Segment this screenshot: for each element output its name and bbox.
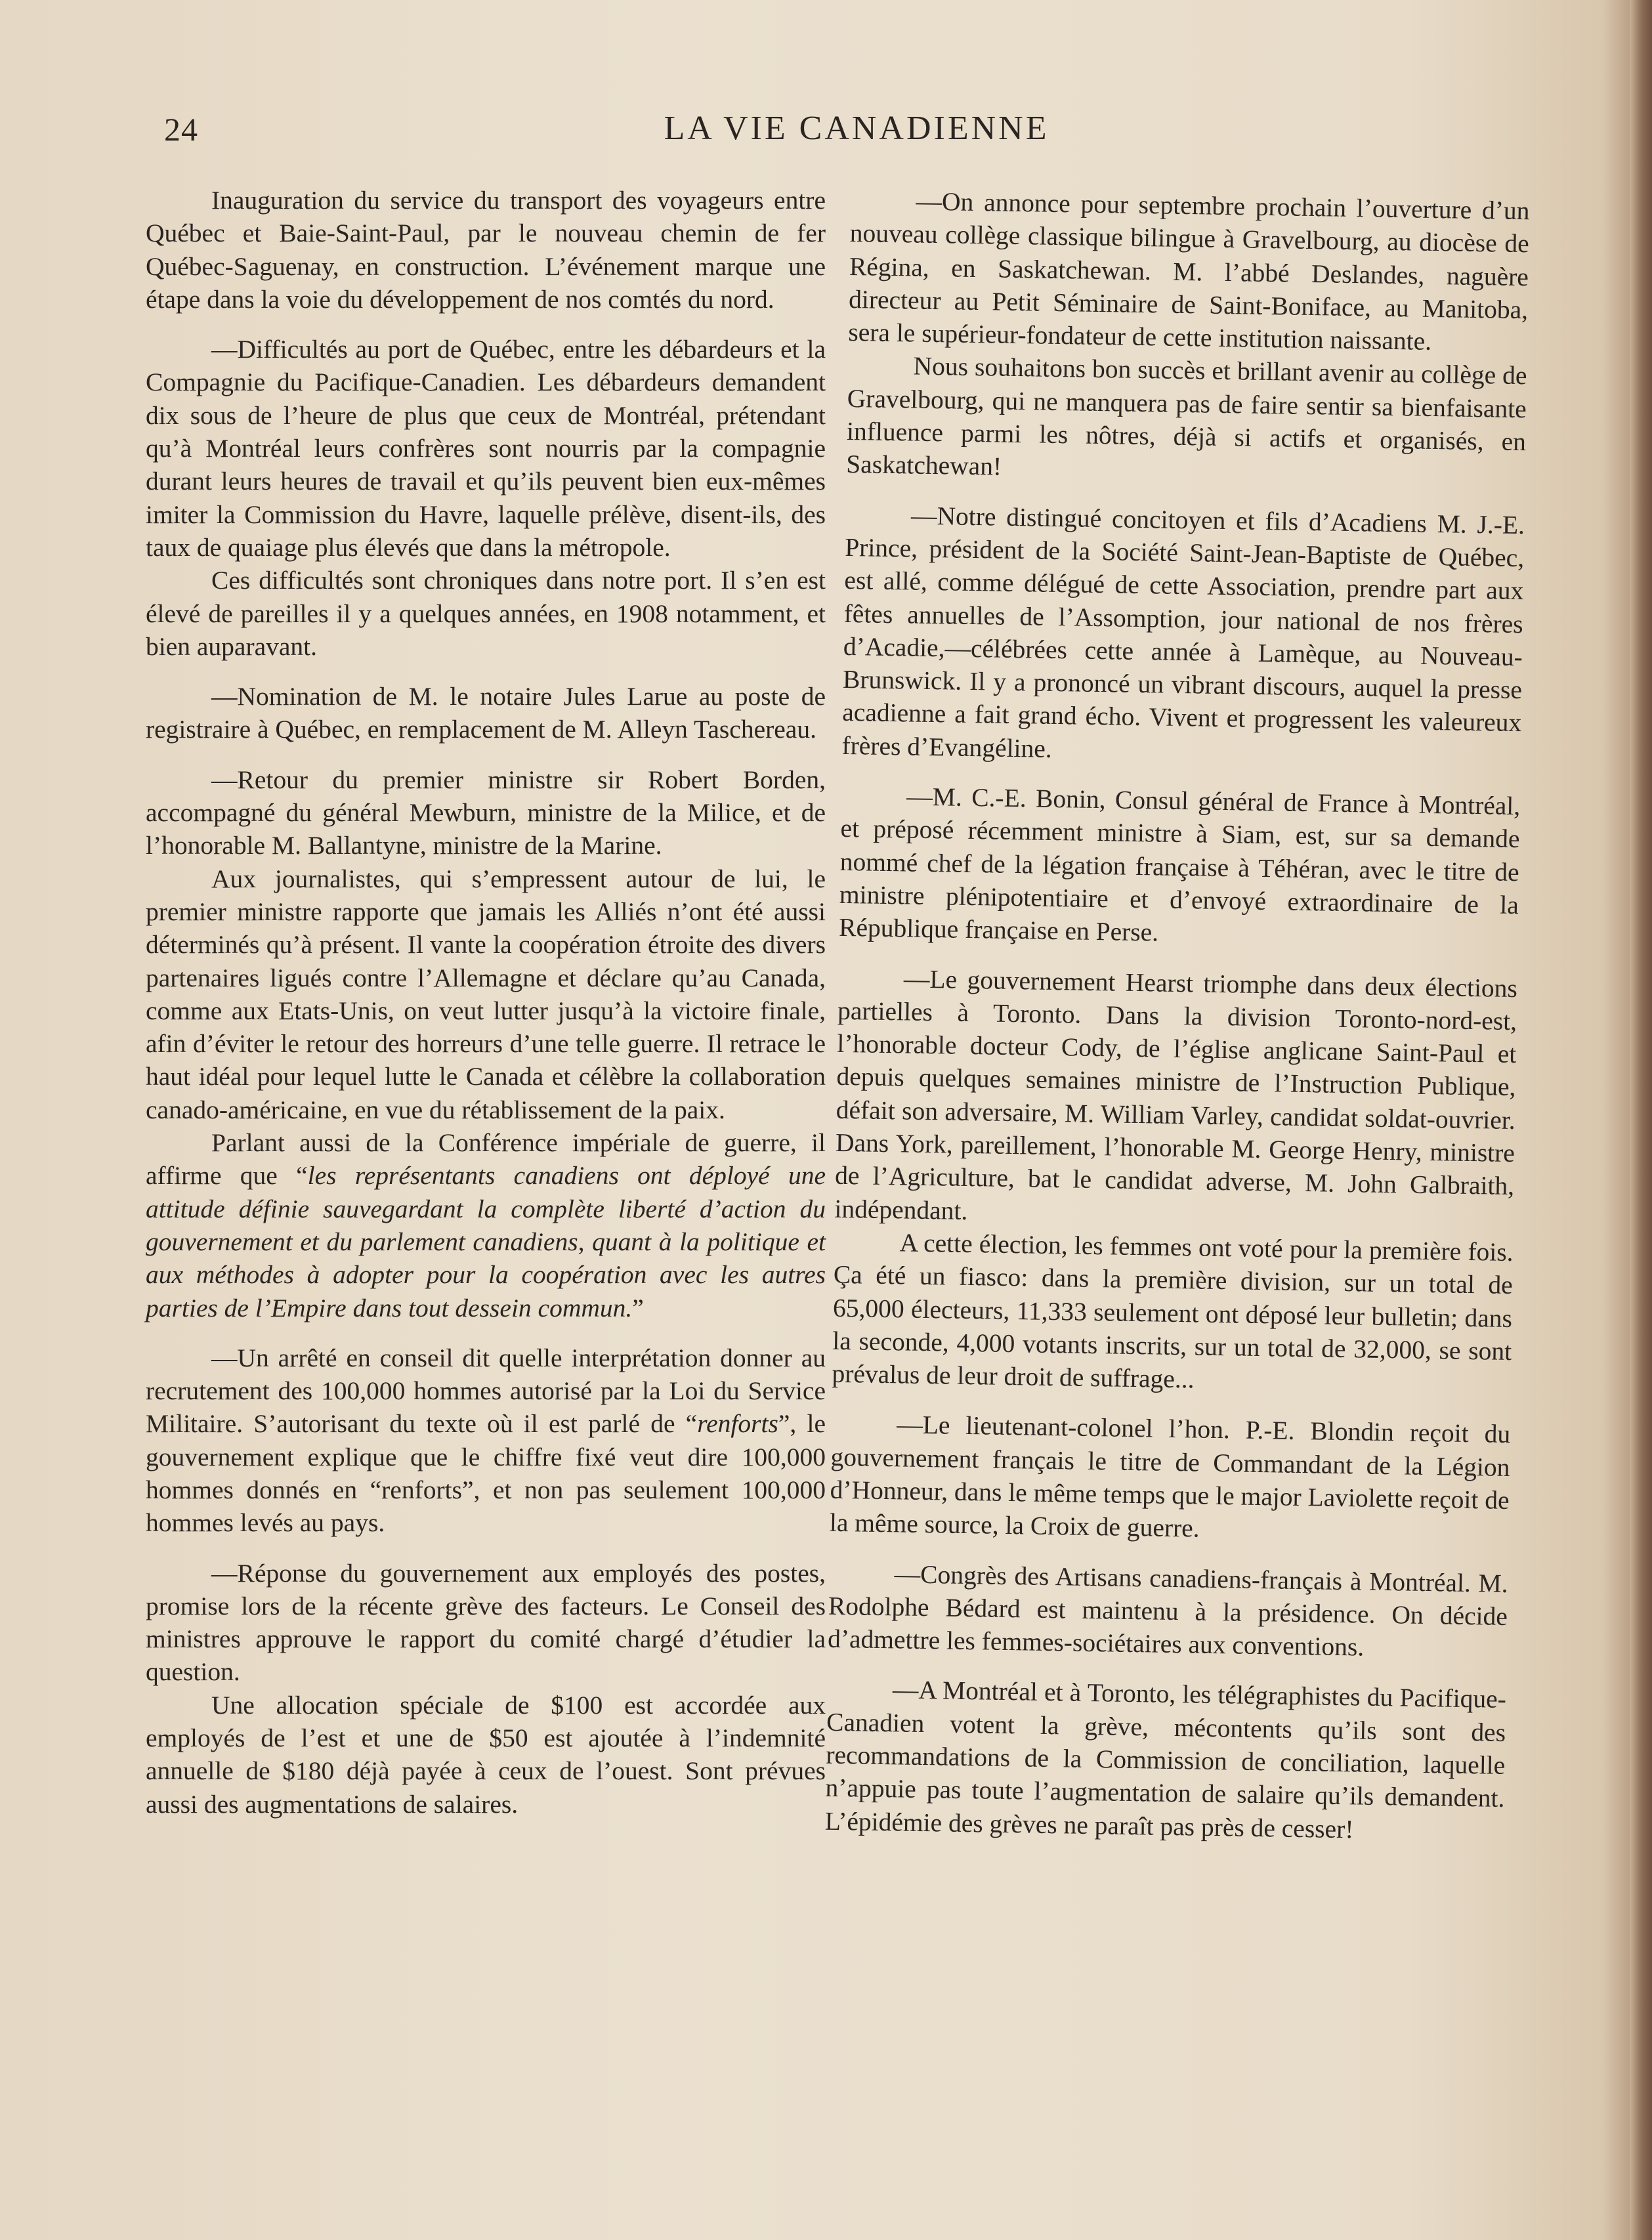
paragraph: Une allocation spéciale de $100 est accordée aux employés de l’est et une de $50 est ajoutée à l’indemnité annuelle de $180 déjà payée à ceux de l’ouest. Sont prévues aussi des augmentations de salaires.	[146, 1690, 826, 1819]
left-column	[146, 184, 826, 1838]
paragraph: —Retour du premier ministre sir Robert Borden, accompagné du général Mewburn, ministre de la Milice, et de l’honorable M. Ballantyne, ministre de la Marine.	[146, 765, 826, 860]
paragraph: A cette élection, les femmes ont voté pour la première fois. Ça été un fiasco: dans la première division, sur un total de 65,000 électeurs, 11,333 seulement ont déposé leur bulletin; dans la seconde, 4,000 votants inscrits, sur un total de 32,000, se sont prévalus de leur droit de suffrage...	[832, 1228, 1514, 1394]
paragraph: —Difficultés au port de Québec, entre les débardeurs et la Compagnie du Pacifique-Canadien. Les débardeurs demandent dix sous de l’heure de plus que ceux de Montréal, prétendant qu’à Montréal leurs confrères sont nourris par la compagnie durant leurs heures de travail et qu’ils peuvent bien eux-mêmes imiter la Commission du Havre, laquelle prélève, disent-ils, des taux de quaiage plus élevés que dans la métropole.	[146, 335, 826, 562]
news-item-railway	[146, 184, 826, 316]
text-after: ”, le gouvernement explique que le chiffre fixé veut dire 100,000 hommes donnés en “renforts”, et non pas seulement 100,000 hommes levés au pays.	[146, 1409, 826, 1538]
news-item-dockworkers	[146, 333, 826, 663]
paragraph: —Congrès des Artisans canadiens-français à Montréal. M. Rodolphe Bédard est maintenu à la présidence. On décide d’admettre les femmes-sociétaires aux conventions.	[827, 1559, 1508, 1662]
paragraph: Nous souhaitons bon succès et brillant avenir au collège de Gravelbourg, qui ne manquera pas de faire sentir sa bienfaisante influence parmi les nôtres, déjà si actifs et organisés, en Saskatchewan!	[845, 352, 1527, 482]
news-item-toronto-elections	[832, 961, 1517, 1401]
news-item-borden-return	[146, 763, 826, 1324]
quote-close: ”	[632, 1293, 644, 1322]
news-item-postal-employees	[146, 1557, 826, 1821]
page-header	[158, 105, 1556, 158]
paragraph: —A Montréal et à Toronto, les télégraphistes du Pacifique-Canadien votent la grève, mécontents qu’ils sont des recommandations de la Commission de conciliation, laquelle n’appuie pas toute l’augmentation de salaire qu’ils demandent. L’épidémie des grèves ne paraît pas près de cesser!	[824, 1675, 1507, 1844]
paragraph: Ces difficultés sont chroniques dans notre port. Il s’en est élevé de pareilles il y a quelques années, en 1908 notamment, et bien auparavant.	[146, 566, 826, 661]
news-item-blondin-honour	[830, 1407, 1511, 1550]
italic-term: renforts	[697, 1409, 778, 1439]
page-binding-edge	[1630, 0, 1652, 2240]
news-item-acadian-fete	[841, 498, 1525, 773]
paragraph: Inauguration du service du transport des voyageurs entre Québec et Baie-Saint-Paul, par le nouveau chemin de fer Québec-Saguenay, en construction. L’événement marque une étape dans la voie du développement de nos comtés du nord.	[146, 186, 826, 314]
paragraph: —Notre distingué concitoyen et fils d’Acadiens M. J.-E. Prince, président de la Société Saint-Jean-Baptiste de Québec, est allé, comme délégué de cette Association, prendre part aux fêtes annuelles de l’Assomption, jour national de nos frères d’Acadie,—célébrées cette année à Lamèque, au Nouveau-Brunswick. Il y a prononcé un vibrant discours, auquel la presse acadienne a fait grand écho. Vivent et progressent les valeureux frères d’Evangéline.	[841, 501, 1525, 763]
right-column	[824, 184, 1530, 1865]
quote-intro: Parlant aussi de la Conférence impériale de guerre, il affirme que “	[146, 1128, 826, 1191]
paragraph: —Nomination de M. le notaire Jules Larue au poste de registraire à Québec, en remplacement de M. Alleyn Taschereau.	[146, 682, 826, 744]
page-number: 24	[164, 111, 198, 148]
quote-paragraph	[146, 1126, 826, 1324]
news-item-telegraphers-strike	[824, 1672, 1506, 1848]
news-item-nomination	[146, 680, 826, 746]
paragraph: —Le lieutenant-colonel l’hon. P.-E. Blondin reçoit du gouvernement français le titre de Commandant de la Légion d’Honneur, dans le même temps que le major Laviolette reçoit de la même source, la Croix de guerre.	[829, 1410, 1511, 1543]
running-title: LA VIE CANADIENNE	[664, 110, 1049, 147]
paragraph: —On annonce pour septembre prochain l’ouverture d’un nouveau collège classique bilingue à Gravelbourg, au diocèse de Régina, en Saskatchewan. M. l’abbé Deslandes, naguère directeur au Petit Séminaire de Saint-Boniface, au Manitoba, sera le supérieur-fondateur de cette institution naissante.	[848, 186, 1530, 356]
paragraph: Aux journalistes, qui s’empressent autour de lui, le premier ministre rapporte que jamais les Alliés n’ont été aussi déterminés qu’à présent. Il vante la coopération étroite des divers partenaires ligués contre l’Allemagne et déclare qu’au Canada, comme aux Etats-Unis, on veut lutter jusqu’à la victoire finale, afin d’éviter le retour des horreurs d’une telle guerre. Il retrace le haut idéal pour lequel lutte le Canada et célèbre la collaboration canado-américaine, en vue du rétablissement de la paix.	[146, 864, 826, 1124]
paragraph: —M. C.-E. Bonin, Consul général de France à Montréal, et préposé récemment ministre à Siam, est, sur sa demande nommé chef de la légation française à Téhéran, avec le titre de ministre plénipotentiaire et d’envoyé extraordinaire de la République française en Perse.	[838, 782, 1521, 947]
rich-paragraph	[146, 1342, 826, 1540]
quote-italic-text: les représentants canadiens ont déployé une attitude définie sauvegardant la complète liberté d’action du gouvernement et du parlement canadiens, quant à la politique et aux méthodes à adopter pour la coopération avec les autres parties de l’Empire dans tout dessein commun.	[146, 1161, 826, 1322]
text-before: —Un arrêté en conseil dit quelle interprétation donner au recrutement des 100,000 hommes autorisé par la Loi du Service Militaire. S’autorisant du texte où il est parlé de “	[146, 1343, 826, 1439]
news-item-recruitment	[146, 1342, 826, 1540]
news-item-artisans-congress	[828, 1556, 1508, 1666]
paragraph: —Réponse du gouvernement aux employés des postes, promise lors de la récente grève des facteurs. Le Conseil des ministres approuve le rapport du comité chargé d’étudier la question.	[146, 1558, 826, 1687]
news-item-gravelbourg-college	[846, 184, 1530, 492]
paragraph: —Le gouvernement Hearst triomphe dans deux élections partielles à Toronto. Dans la division Toronto-nord-est, l’honorable docteur Cody, de l’église anglicane Saint-Paul et depuis quelques semaines ministre de l’Instruction Publique, défait son adversaire, M. William Varley, candidat soldat-ouvrier. Dans York, pareillement, l’honorable M. George Henry, ministre de l’Agriculture, bat le candidat adverse, M. John Galbraith, indépendant.	[834, 963, 1518, 1225]
news-item-bonin-consul	[839, 779, 1521, 955]
